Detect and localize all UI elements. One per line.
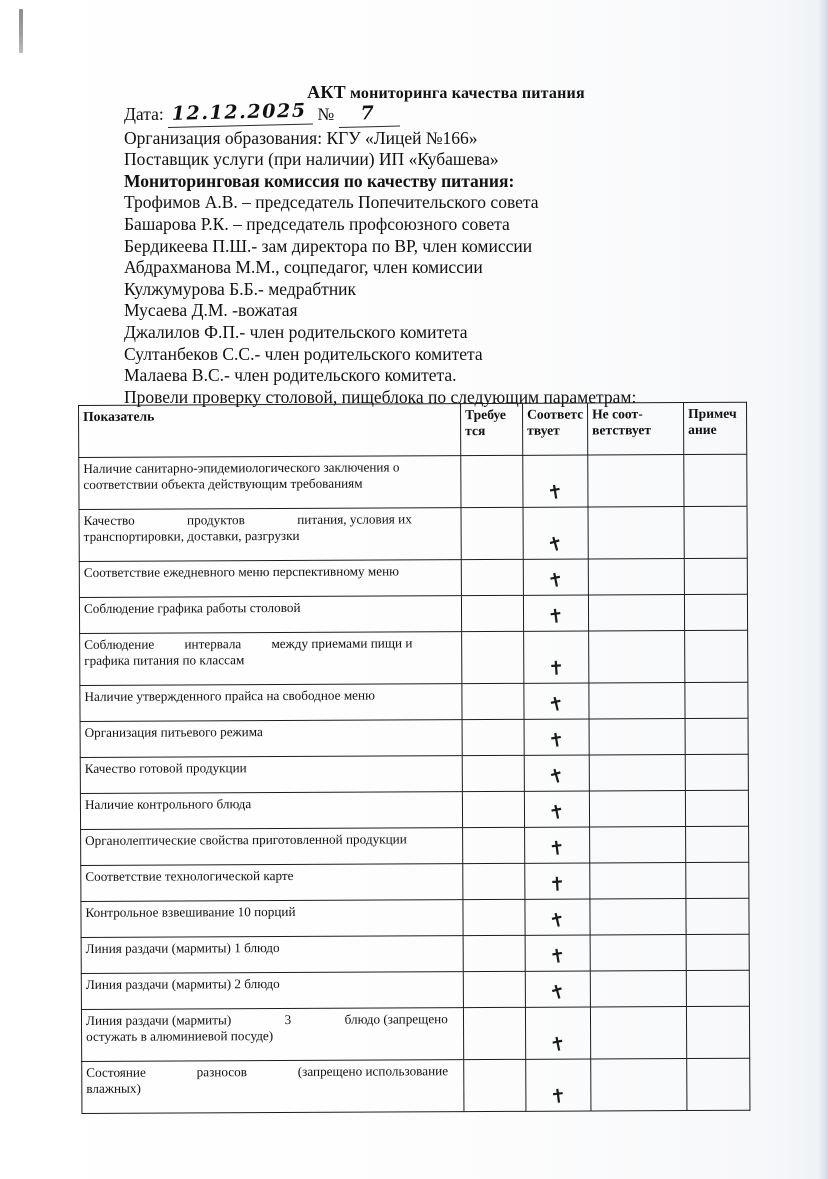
table-row <box>81 898 749 937</box>
handwritten-check-mark: ✝ <box>547 979 569 1006</box>
cell-not-conforms[interactable] <box>590 1007 686 1059</box>
column-header-conforms: Соответс твует <box>522 403 587 455</box>
cell-conforms[interactable] <box>524 719 589 755</box>
cell-not-conforms[interactable] <box>591 1059 687 1111</box>
table-row <box>80 630 748 685</box>
page-title-rest: мониторинга качества питания <box>345 85 585 102</box>
table-row <box>79 506 747 561</box>
indicator-line <box>84 511 412 529</box>
cell-not-conforms[interactable] <box>588 455 684 507</box>
indicator-line: Органолептические свойства приготовленной продукции <box>85 831 407 848</box>
handwritten-check-mark: ✝ <box>545 568 566 594</box>
cell-indicator <box>80 632 462 686</box>
indicator-text-part: интервала <box>184 636 242 652</box>
cell-required[interactable] <box>461 559 523 595</box>
cell-indicator <box>79 560 461 598</box>
handwritten-check-mark: ✝ <box>548 1032 568 1058</box>
indicator-line: графика питания по классам <box>84 652 245 668</box>
indicator-line: Наличие утвержденного прайса на свободное меню <box>84 687 375 704</box>
table-row <box>80 790 748 829</box>
cell-required[interactable] <box>463 935 525 971</box>
cell-conforms[interactable] <box>525 899 590 935</box>
indicator-line: влажных) <box>86 1080 141 1096</box>
handwritten-check-mark: ✝ <box>547 944 568 969</box>
table-row <box>81 862 749 901</box>
handwritten-check-mark: ✝ <box>546 728 567 753</box>
indicator-line: транспортировки, доставки, разгрузки <box>83 527 300 544</box>
cell-not-conforms[interactable] <box>590 971 686 1007</box>
cell-note[interactable] <box>686 970 749 1006</box>
inspection-table-wrapper <box>78 402 749 1114</box>
cell-conforms[interactable] <box>523 455 588 507</box>
indicator-line: Соответствие ежедневного меню перспективному меню <box>83 563 400 580</box>
cell-not-conforms[interactable] <box>589 683 685 719</box>
cell-indicator <box>82 1060 464 1114</box>
cell-note[interactable] <box>685 682 748 718</box>
cell-conforms[interactable] <box>524 755 589 791</box>
cell-note[interactable] <box>686 1006 749 1058</box>
indicator-line: Организация питьевого режима <box>84 724 263 740</box>
column-header-note: Примеч ание <box>683 402 746 454</box>
date-value-handwritten: 12.12.2025 <box>168 100 314 127</box>
cell-indicator <box>81 828 463 866</box>
cell-indicator <box>80 720 462 758</box>
cell-not-conforms[interactable] <box>590 899 686 935</box>
cell-required[interactable] <box>463 971 525 1007</box>
cell-note[interactable] <box>685 790 748 826</box>
cell-note[interactable] <box>684 506 747 558</box>
commission-member: Малаева В.С.- член родительского комитета. <box>124 365 457 386</box>
organization-line: Организация образования: КГУ «Лицей №166» <box>124 127 478 148</box>
handwritten-check-mark: ✝ <box>547 657 565 681</box>
handwritten-check-mark: ✝ <box>546 800 567 826</box>
cell-not-conforms[interactable] <box>589 791 685 827</box>
cell-note[interactable] <box>686 862 749 898</box>
cell-required[interactable] <box>462 755 524 791</box>
table-row <box>81 970 749 1009</box>
handwritten-check-mark: ✝ <box>547 836 567 861</box>
cell-not-conforms[interactable] <box>589 719 685 755</box>
indicator-line: Соблюдение графика работы столовой <box>83 599 301 616</box>
cell-conforms[interactable] <box>523 507 588 559</box>
indicator-line: Линия раздачи (мармиты) 1 блюдо <box>85 940 280 956</box>
date-label: Дата: <box>124 104 164 124</box>
table-body <box>79 454 750 1113</box>
handwritten-check-mark: ✝ <box>545 763 568 790</box>
column-header-not-conforms: Не соот- ветствует <box>587 403 683 455</box>
commission-member: Бердикеева П.Ш.- зам директора по ВР, член комиссии <box>124 235 533 256</box>
page-title-act: АКТ <box>307 82 346 102</box>
indicator-text-part: 3 <box>284 1011 292 1027</box>
handwritten-check-mark: ✝ <box>544 531 567 558</box>
cell-conforms[interactable] <box>523 595 588 631</box>
cell-required[interactable] <box>461 507 523 559</box>
indicator-text-part: Линия раздачи (мармиты) <box>85 1012 232 1028</box>
cell-conforms[interactable] <box>524 683 589 719</box>
cell-indicator <box>81 900 463 938</box>
table-row <box>82 1058 750 1113</box>
cell-not-conforms[interactable] <box>590 863 686 899</box>
scan-artifact-mark <box>19 9 23 53</box>
cell-indicator <box>80 792 462 830</box>
cell-indicator <box>81 1008 463 1062</box>
cell-note[interactable] <box>687 1058 750 1110</box>
supplier-line: Поставщик услуги (при наличии) ИП «Кубашева» <box>124 149 499 170</box>
table-row <box>81 934 749 973</box>
commission-member: Мусаева Д.М. -вожатая <box>124 300 298 321</box>
table-row <box>81 826 749 865</box>
indicator-line: Качество готовой продукции <box>84 760 247 776</box>
cell-note[interactable] <box>686 934 749 970</box>
indicator-text-part: блюдо (запрещено <box>344 1011 448 1027</box>
cell-note[interactable] <box>684 558 747 594</box>
cell-required[interactable] <box>463 827 525 863</box>
cell-not-conforms[interactable] <box>590 935 686 971</box>
commission-member: Джалилов Ф.П.- член родительского комитета <box>124 321 468 342</box>
indicator-line <box>86 1011 448 1029</box>
cell-conforms[interactable] <box>525 863 590 899</box>
handwritten-check-mark: ✝ <box>548 873 566 897</box>
handwritten-check-mark: ✝ <box>546 692 567 718</box>
cell-conforms[interactable] <box>524 631 589 683</box>
number-value-handwritten: 7 <box>338 103 400 128</box>
cell-note[interactable] <box>686 898 749 934</box>
table-row <box>79 558 747 597</box>
cell-required[interactable] <box>462 631 524 683</box>
handwritten-check-mark: ✝ <box>545 480 565 505</box>
indicator-line: Линия раздачи (мармиты) 2 блюдо <box>85 976 280 992</box>
cell-conforms[interactable] <box>525 971 590 1007</box>
cell-conforms[interactable] <box>525 827 590 863</box>
cell-not-conforms[interactable] <box>589 631 685 683</box>
indicator-line: соответствии объекта действующим требованиям <box>83 475 363 492</box>
cell-note[interactable] <box>684 454 747 506</box>
commission-member: Султанбеков С.С.- член родительского комитета <box>124 343 483 364</box>
cell-conforms[interactable] <box>526 1059 591 1111</box>
table-row <box>79 454 747 509</box>
cell-indicator <box>79 596 461 634</box>
cell-required[interactable] <box>462 719 524 755</box>
page-edge-shadow <box>819 0 828 1179</box>
commission-member: Абдрахманова М.М., соцпедагог, член комиссии <box>124 257 483 278</box>
cell-note[interactable] <box>685 718 748 754</box>
cell-indicator <box>81 972 463 1010</box>
cell-note[interactable] <box>685 630 748 682</box>
indicator-line: Контрольное взвешивание 10 порций <box>85 903 296 920</box>
indicator-line: Наличие контрольного блюда <box>84 796 252 812</box>
table-row <box>80 754 748 793</box>
table-row <box>79 594 747 633</box>
commission-heading: Мониторинговая комиссия по качеству питания: <box>124 170 515 191</box>
column-header-indicator: Показатель <box>79 404 461 458</box>
commission-member: Трофимов А.В. – председатель Попечительского совета <box>124 192 539 213</box>
cell-conforms[interactable] <box>525 1007 590 1059</box>
cell-required[interactable] <box>462 683 524 719</box>
cell-required[interactable] <box>463 1007 525 1059</box>
commission-member: Кулжумурова Б.Б.- медрабтник <box>124 278 357 299</box>
cell-indicator <box>80 684 462 722</box>
cell-indicator <box>81 864 463 902</box>
column-header-required: Требуе тся <box>460 403 522 455</box>
cell-note[interactable] <box>685 754 748 790</box>
handwritten-check-mark: ✝ <box>549 1084 568 1109</box>
handwritten-check-mark: ✝ <box>546 604 566 629</box>
cell-not-conforms[interactable] <box>590 827 686 863</box>
cell-required[interactable] <box>461 595 523 631</box>
cell-not-conforms[interactable] <box>588 559 684 595</box>
indicator-text-part: Состояние <box>86 1064 146 1080</box>
intro-line: Провели проверку столовой, пищеблока по следующим параметрам: <box>124 386 637 407</box>
cell-indicator <box>80 756 462 794</box>
document-meta-block <box>124 99 764 408</box>
cell-required[interactable] <box>463 863 525 899</box>
cell-required[interactable] <box>463 899 525 935</box>
cell-conforms[interactable] <box>524 791 589 827</box>
indicator-text-part: разносов <box>196 1064 247 1080</box>
cell-required[interactable] <box>462 791 524 827</box>
table-row <box>80 718 748 757</box>
cell-required[interactable] <box>464 1059 526 1111</box>
cell-not-conforms[interactable] <box>588 507 684 559</box>
cell-note[interactable] <box>684 594 747 630</box>
page-title <box>0 82 828 103</box>
number-label: № <box>317 104 335 124</box>
table-row <box>80 682 748 721</box>
cell-indicator <box>79 456 461 510</box>
indicator-line <box>84 635 412 653</box>
date-line <box>124 99 764 128</box>
indicator-text-part: между приемами пищи и <box>271 635 413 652</box>
cell-conforms[interactable] <box>525 935 590 971</box>
indicator-text-part: продуктов <box>186 512 245 528</box>
indicator-text-part: (запрещено использование <box>297 1063 449 1079</box>
cell-conforms[interactable] <box>523 559 588 595</box>
handwritten-check-mark: ✝ <box>547 908 568 934</box>
indicator-text-part: питания, условия их <box>297 511 412 527</box>
cell-note[interactable] <box>686 826 749 862</box>
inspection-table <box>78 402 750 1114</box>
table-row <box>81 1006 749 1061</box>
cell-indicator <box>81 936 463 974</box>
cell-not-conforms[interactable] <box>588 595 684 631</box>
cell-required[interactable] <box>461 455 523 507</box>
indicator-line <box>86 1063 448 1081</box>
indicator-line: остужать в алюминиевой посуде) <box>86 1028 274 1044</box>
cell-indicator <box>79 508 461 562</box>
indicator-text-part: Качество <box>83 512 135 528</box>
commission-member: Башарова Р.К. – председатель профсоюзного совета <box>124 213 510 234</box>
cell-not-conforms[interactable] <box>589 755 685 791</box>
indicator-line: Наличие санитарно-эпидемиологического заключения о <box>83 459 400 476</box>
table-header-row <box>79 402 747 457</box>
indicator-text-part: Соблюдение <box>84 636 155 652</box>
indicator-line: Соответствие технологической карте <box>85 867 294 884</box>
